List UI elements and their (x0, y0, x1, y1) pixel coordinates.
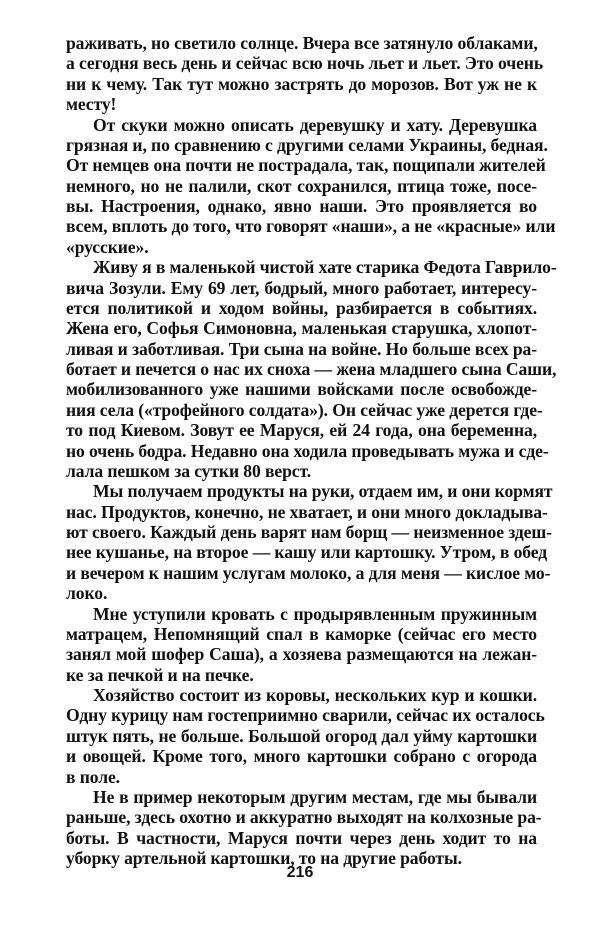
text-line: уборку артельной картошки, то на другие работы. (66, 848, 462, 868)
paragraph (66, 685, 545, 787)
text-line: занял мой шофер Саша), а хозяева размещаются на лежан- (66, 644, 537, 665)
text-line: в поле. (66, 766, 120, 787)
text-line: раживать, но светило солнце. Вчера все затянуло облаками, (66, 33, 538, 53)
paragraph (66, 114, 556, 258)
text-line: Мне уступили кровать с продырявленным пружинным (93, 603, 537, 624)
text-line: локо. (66, 583, 108, 604)
text-line: От немцев она почти не пострадала, так, пощипали жителей (66, 155, 546, 176)
text-line: лала пешком за сутки 80 верст. (66, 460, 312, 481)
text-line: ни к чему. Так тут можно застрять до морозов. Вот уж не к (66, 73, 537, 94)
book-page-text (66, 33, 557, 868)
text-line: грязная и, по сравнению с другими селами Украины, бедная. (66, 134, 548, 155)
text-line: Одну курицу нам гостеприимно сварили, сейчас их осталось (66, 705, 545, 726)
text-line: Не в пример некоторым другим местам, где мы бывали (93, 786, 537, 807)
text-line: От скуки можно описать деревушку и хату. Деревушка (93, 114, 537, 135)
text-line: раньше, здесь охотно и аккуратно выходят на колхозные ра- (66, 807, 542, 828)
text-line: а сегодня весь день и сейчас всю ночь льет и льет. Это очень (66, 53, 544, 74)
text-line: вы. Настроения, однако, явно наши. Это проявляется во (66, 196, 537, 216)
text-line: всем, вплоть до того, что говорят «наши», а не «красные» или (66, 216, 556, 237)
paragraph (66, 257, 557, 481)
text-line: месту! (66, 94, 117, 115)
paragraph (66, 786, 542, 869)
text-line: ливая и заботливая. Три сына на войне. Но больше всех ра- (66, 338, 537, 359)
text-line: Мы получаем продукты на руки, отдаем им, и они кормят (93, 481, 553, 502)
text-line: и овощей. Кроме того, много картошки собрано с огорода (66, 746, 537, 767)
text-line: ется политикой и ходом войны, разбирается в событиях. (66, 297, 537, 318)
text-line: боты. В частности, Маруся почти через день ходит то на (66, 827, 537, 848)
paragraph (66, 33, 544, 115)
text-line: но очень бодра. Недавно она ходила проведывать мужа и сде- (66, 440, 549, 461)
text-line: нас. Продуктов, конечно, не хватает, и они много докладыва- (66, 501, 548, 522)
page-number: 216 (286, 864, 314, 881)
text-line: ния села («трофейного солдата»). Он сейчас уже дерется где- (66, 399, 543, 420)
text-line: немного, но не палили, скот сохранился, птица тоже, посе- (66, 175, 537, 196)
text-line: ют своего. Каждый день варят нам борщ — неизменное здеш- (66, 522, 552, 542)
paragraph (66, 604, 537, 686)
text-line: мобилизованного уже нашими войсками после освобожде- (66, 379, 537, 400)
text-line: Живу я в маленькой чистой хате старика Федота Гаврило- (93, 257, 557, 278)
text-line: ке за печкой и на печке. (66, 664, 254, 685)
text-line: матрацем, Непомнящий спал в каморке (сейчас его место (66, 623, 537, 644)
text-line: нее кушанье, на второе — кашу или картошку. Утром, в обед (66, 542, 548, 563)
text-line: то под Киевом. Зовут ее Маруся, ей 24 года, она беременна, (66, 420, 537, 441)
text-line: ботает и печется о нас их сноха — жена младшего сына Саши, (66, 359, 557, 379)
paragraph (66, 481, 553, 604)
text-line: Жена его, Софья Симоновна, маленькая старушка, хлопот- (66, 318, 537, 339)
text-line: Хозяйство состоит из коровы, нескольких кур и кошки. (93, 685, 537, 705)
text-line: штук пять, не больше. Большой огород дал уйму картошки (66, 725, 537, 746)
text-line: вича Зозули. Ему 69 лет, бодрый, много работает, интересу- (66, 277, 537, 298)
text-line: «русские». (66, 236, 149, 257)
text-line: и вечером к нашим услугам молоко, а для меня — кислое мо- (66, 562, 551, 583)
